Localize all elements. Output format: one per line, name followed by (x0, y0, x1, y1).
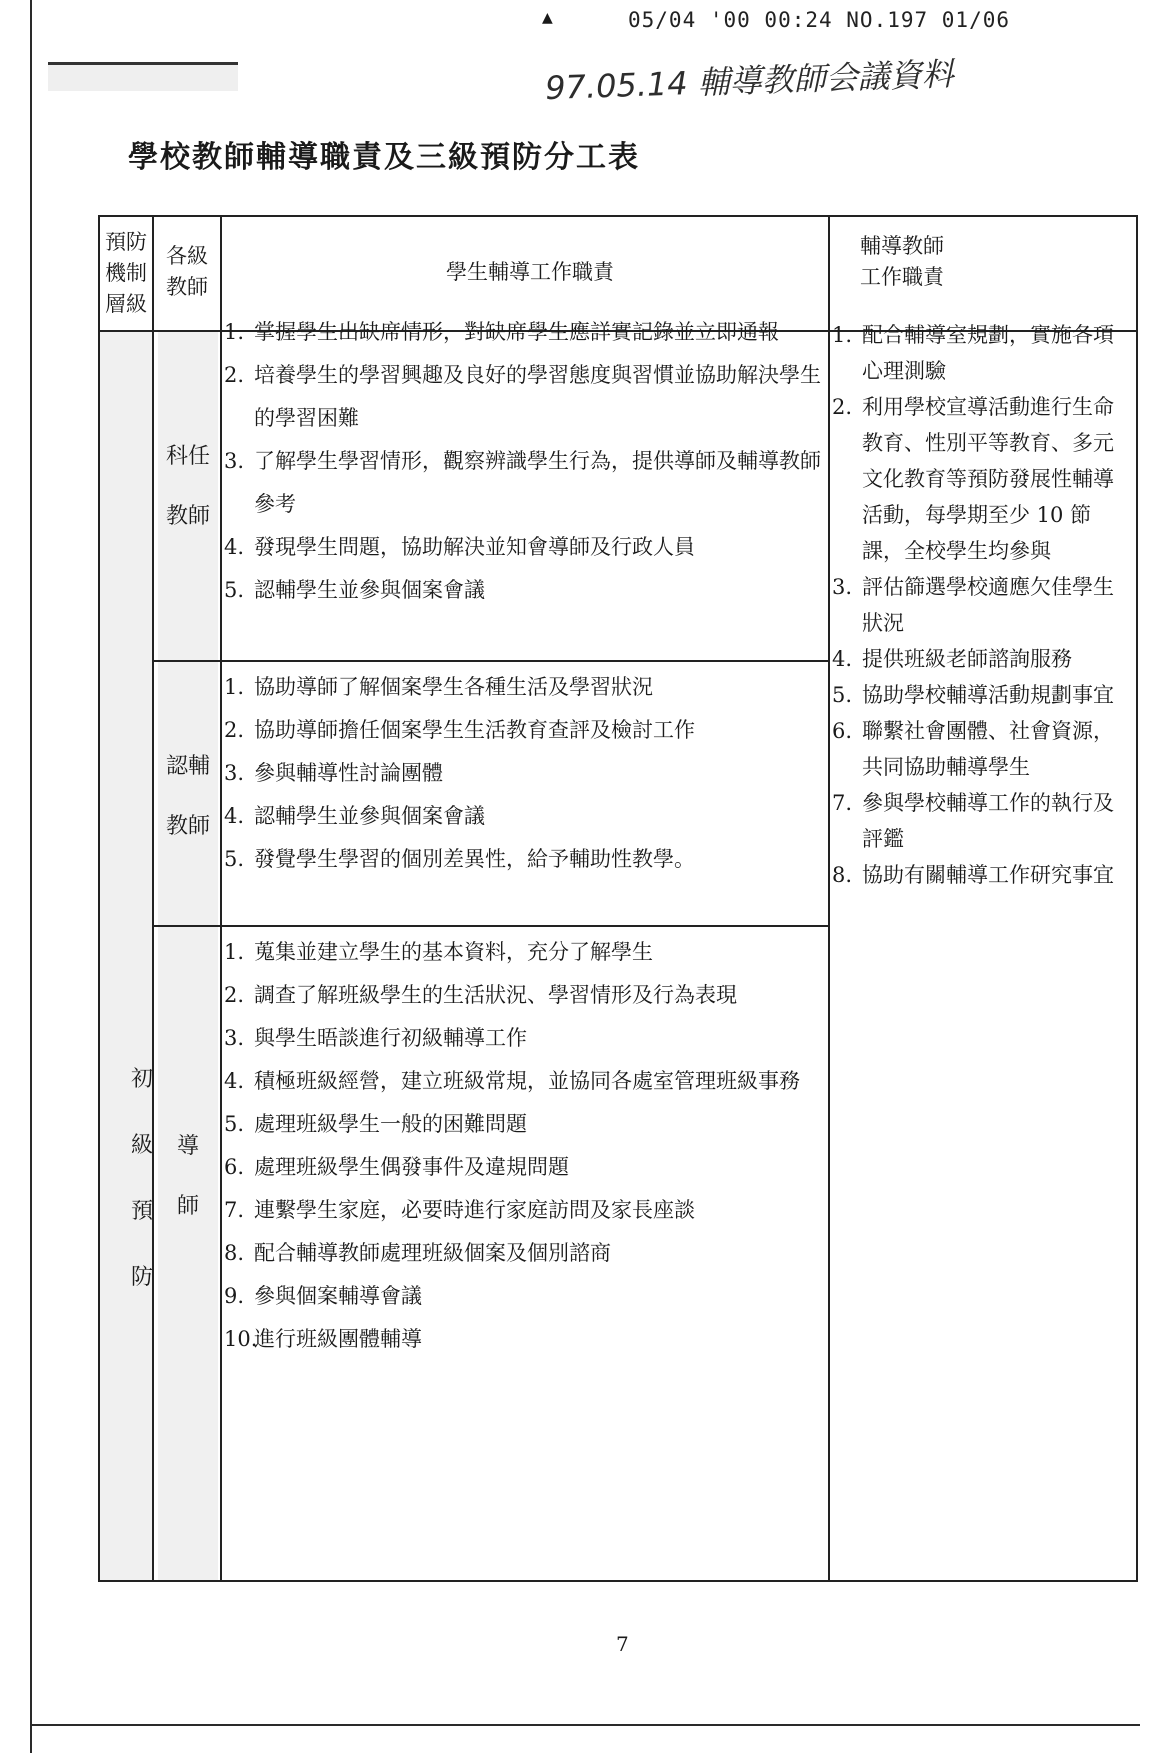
col-divider-3 (828, 217, 830, 1580)
item-number: 3. (224, 449, 245, 473)
list-item: 8. 協助有關輔導工作研究事宜 (832, 857, 1132, 893)
item-number: 5. (224, 847, 245, 871)
item-number: 4. (224, 1069, 245, 1093)
list-item: 2. 培養學生的學習興趣及良好的學習態度與習慣並協助解決學生的學習困難 (224, 354, 824, 440)
fax-header: 05/04 '00 00:24 NO.197 01/06 (628, 8, 1011, 32)
list-item: 4. 積極班級經營，建立班級常規，並協同各處室管理班級事務 (224, 1060, 824, 1103)
level-column-shade (100, 330, 152, 1580)
col-divider-2 (220, 217, 222, 1580)
list-item: 2. 協助導師擔任個案學生生活教育查評及檢討工作 (224, 709, 824, 752)
list-item: 6. 聯繫社會團體、社會資源，共同協助輔導學生 (832, 713, 1132, 785)
list-item: 1. 蒐集並建立學生的基本資料，充分了解學生 (224, 931, 824, 974)
list-item: 3. 參與輔導性討論團體 (224, 752, 824, 795)
item-number: 2. (224, 718, 245, 742)
header-counselor: 輔導教師工作職責 (860, 234, 944, 289)
col-divider-1 (152, 217, 154, 1580)
list-item: 5. 協助學校輔導活動規劃事宜 (832, 677, 1132, 713)
list-item: 1. 協助導師了解個案學生各種生活及學習狀況 (224, 666, 824, 709)
item-number: 4. (224, 535, 245, 559)
list-item: 10. 進行班級團體輔導 (224, 1318, 824, 1361)
item-number: 5. (224, 578, 245, 602)
counselor-duties (832, 317, 1132, 893)
list-item: 1. 配合輔導室規劃，實施各項心理測驗 (832, 317, 1132, 389)
list-item: 5. 認輔學生並參與個案會議 (224, 569, 824, 612)
item-number: 6. (832, 719, 853, 743)
teacher-mentor: 認輔教師 (165, 754, 210, 839)
teacher-subject: 科任教師 (165, 444, 210, 529)
list-item: 7. 連繫學生家庭，必要時進行家庭訪問及家長座談 (224, 1189, 824, 1232)
list-item: 4. 提供班級老師諮詢服務 (832, 641, 1132, 677)
item-number: 2. (224, 983, 245, 1007)
list-item: 9. 參與個案輔導會議 (224, 1275, 824, 1318)
item-number: 7. (224, 1198, 245, 1222)
teacher-homeroom: 導師 (176, 1134, 199, 1219)
subject-teacher-duties (224, 311, 824, 612)
item-number: 1. (832, 323, 853, 347)
handwritten-note: 97.05.14 輔導教師会議資料 (544, 54, 955, 108)
list-item: 3. 了解學生學習情形，觀察辨識學生行為，提供導師及輔導教師參考 (224, 440, 824, 526)
prevention-level-label: 初級預防 (130, 1067, 153, 1290)
list-item: 2. 調查了解班級學生的生活狀況、學習情形及行為表現 (224, 974, 824, 1017)
list-item: 1. 掌握學生出缺席情形，對缺席學生應詳實記錄並立即通報 (224, 311, 824, 354)
page-edge-line (30, 0, 32, 1753)
list-item: 4. 發現學生問題，協助解決並知會導師及行政人員 (224, 526, 824, 569)
list-item: 2. 利用學校宣導活動進行生命教育、性別平等教育、多元文化教育等預防發展性輔導活動，每學期至少 10 節課，全校學生均參與 (832, 389, 1132, 569)
duty-table (98, 215, 1138, 1582)
list-item: 3. 與學生晤談進行初級輔導工作 (224, 1017, 824, 1060)
list-item: 6. 處理班級學生偶發事件及違規問題 (224, 1146, 824, 1189)
item-number: 7. (832, 791, 853, 815)
item-number: 4. (832, 647, 853, 671)
bottom-rule (30, 1724, 1140, 1726)
item-number: 1. (224, 320, 245, 344)
item-number: 3. (832, 575, 853, 599)
item-number: 2. (224, 363, 245, 387)
item-number: 8. (224, 1241, 245, 1265)
item-number: 1. (224, 675, 245, 699)
list-item: 3. 評估篩選學校適應欠佳學生狀況 (832, 569, 1132, 641)
page-title: 學校教師輔導職責及三級預防分工表 (128, 140, 640, 175)
item-number: 3. (224, 1026, 245, 1050)
item-number: 8. (832, 863, 853, 887)
header-level: 預防機制層級 (105, 230, 147, 316)
redacted-stamp (48, 62, 238, 91)
fax-mark-icon: ▲ (542, 10, 553, 26)
item-number: 1. (224, 940, 245, 964)
mentor-teacher-duties (224, 666, 824, 881)
item-number: 9. (224, 1284, 245, 1308)
list-item: 5. 處理班級學生一般的困難問題 (224, 1103, 824, 1146)
list-item: 4. 認輔學生並參與個案會議 (224, 795, 824, 838)
header-teacher: 各級教師 (166, 244, 208, 299)
list-item: 7. 參與學校輔導工作的執行及評鑑 (832, 785, 1132, 857)
page-number: 7 (616, 1632, 629, 1656)
item-number: 3. (224, 761, 245, 785)
item-number: 2. (832, 395, 853, 419)
homeroom-teacher-duties (224, 931, 824, 1361)
item-number: 6. (224, 1155, 245, 1179)
item-number: 5. (832, 683, 853, 707)
header-duties: 學生輔導工作職責 (446, 260, 614, 284)
item-number: 5. (224, 1112, 245, 1136)
item-number: 4. (224, 804, 245, 828)
list-item: 8. 配合輔導教師處理班級個案及個別諮商 (224, 1232, 824, 1275)
group-divider-1 (152, 660, 828, 662)
group-divider-2 (152, 925, 828, 927)
list-item: 5. 發覺學生學習的個別差異性，給予輔助性教學。 (224, 838, 824, 881)
item-number: 10. (224, 1327, 258, 1351)
